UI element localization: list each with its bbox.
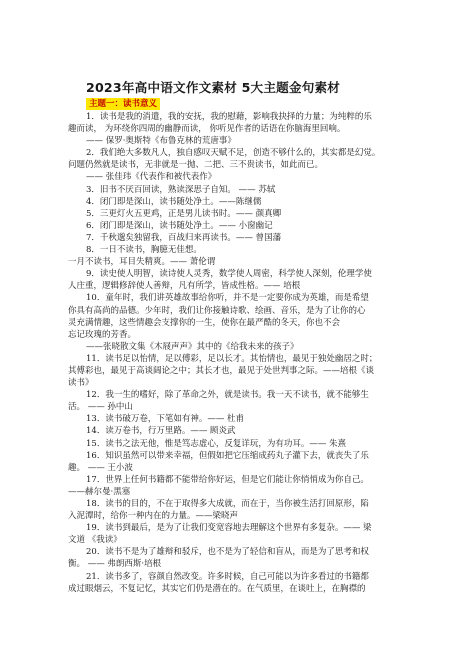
text-line: 11．读书足以怡情，足以傅彩，足以长才。其怡情也，最见于独处幽居之时； <box>86 353 378 364</box>
text-line: 文道 《我读》 <box>68 535 122 546</box>
text-line: 19．读书到最后，是为了让我们变宽容地去理解这个世界有多复杂。—— 梁 <box>86 523 372 534</box>
text-line: —— 张佳玮《代表作和被代表作》 <box>86 172 217 183</box>
text-line: 活。 —— 孙中山 <box>68 402 133 413</box>
text-line: 成过眼烟云，不复记忆，其实它们仍是潜在的。在气质里，在谈吐上，在胸襟的 <box>68 583 366 594</box>
text-line: 忘记玫瑰的芳香。 <box>68 329 137 340</box>
text-line: 其傅彩也，最见于高谈阔论之中；其长才也，最见于处世判事之际。——培根《谈 <box>68 365 375 376</box>
text-line: 灵充满情趣，这些情趣会支撑你的一生，使你在最严酷的冬天，你也不会 <box>68 317 341 328</box>
document-title: 2023年高中语文作文素材 5大主题金句素材 <box>86 80 341 95</box>
text-line: 8．一日不读书，胸臆无佳想。 <box>86 245 202 256</box>
text-line: 16．知识虽然可以带来幸福，但假如把它压缩成药丸子灌下去，就丧失了乐 <box>86 450 369 461</box>
text-line: 人庄重，逻辑修辞使人善辩，凡有所学，皆成性格。—— 培根 <box>68 281 301 292</box>
text-line: 你具有高尚的品德。少年时，我们让你接触诗歌、绘画、音乐，是为了让你的心 <box>68 305 366 316</box>
text-line: 1．读书是我的消遣，我的安抚，我的慰藉，影响我抉择的力量；为纯粹的乐 <box>86 112 372 122</box>
text-line: 15．读书之法无他，惟是笃志虚心，反复详玩，为有功耳。—— 朱熹 <box>86 438 347 449</box>
text-line: 21．读书多了，容颜自然改变。许多时候，自己可能以为许多看过的书籍都 <box>86 571 369 582</box>
text-line: 读书》 <box>68 378 94 389</box>
text-line: 6．闭门即是深山，读书随处净土。—— 小窗幽记 <box>86 220 273 231</box>
theme-heading: 主题一：读书意义 <box>86 98 160 110</box>
text-line: —— 保罗·奥斯特《布鲁克林的荒唐事》 <box>86 136 236 147</box>
text-line: 10．童年时，我们讲英雄故事给你听，并不是一定要你成为英雄，而是希望 <box>86 293 369 304</box>
text-line: ——张晓散文集《木屐声声》其中的《给我未来的孩子》 <box>86 341 299 352</box>
text-line: 3．旧书不厌百回读，熟读深思子自知。 —— 苏轼 <box>86 184 276 195</box>
text-line: 18．读书的目的，不在于取得多大成就，而在于，当你被生活打回原形，陷 <box>86 499 369 509</box>
text-line: 7．千秋邈矣独留我，百战归来再读书。—— 曾国藩 <box>86 232 282 243</box>
text-line: 衡。 —— 弗朗西斯·培根 <box>68 559 162 570</box>
text-line: 趣。 —— 王小波 <box>68 462 133 473</box>
text-line: 5．三更灯火五更鸡，正是男儿读书时。—— 颜真卿 <box>86 208 282 219</box>
text-line: 问题仍然就是读书，无非就是一抛、二把、三不贵读书，如此而已。 <box>68 160 324 171</box>
text-line: 9．读史使人明智，读诗使人灵秀，数学使人周密，科学使人深刻，伦理学使 <box>86 269 372 280</box>
text-line: 一月不读书，耳目失精爽。—— 萧伦谓 <box>68 257 216 268</box>
text-line: 12．我一生的嗜好，除了革命之外，就是读书。我一天不读书，就不能够生 <box>86 390 369 401</box>
text-line: 17．世界上任何书籍都不能带给你好运，但是它们能让你悄悄成为你自己。 <box>86 474 369 485</box>
text-line: 13．读书破万卷，下笔如有神。—— 杜甫 <box>86 414 245 425</box>
document-body <box>68 111 434 595</box>
text-line: 2．我们绝大多数凡人，独自感叹天赋不足，创造不够什么的，其实都是幻觉。 <box>86 148 381 159</box>
text-line: 4．闭门即是深山，读书随处净土。——陈继儒 <box>86 196 262 207</box>
text-line: ——赫尔曼·黑塞 <box>68 486 131 497</box>
text-line: 趣而读， 为环绕你四周的幽静而读， 你听见作者的话语在你脑海里回响。 <box>68 124 346 135</box>
text-line: 入泥潭时，给你一种内在的力量。——梁晓声 <box>68 511 239 522</box>
text-line: 14．读万卷书，行万里路。—— 顾炎武 <box>86 426 236 437</box>
text-line: 20．读书不是为了雄辩和驳斥，也不是为了轻信和盲从，而是为了思考和权 <box>86 547 369 558</box>
